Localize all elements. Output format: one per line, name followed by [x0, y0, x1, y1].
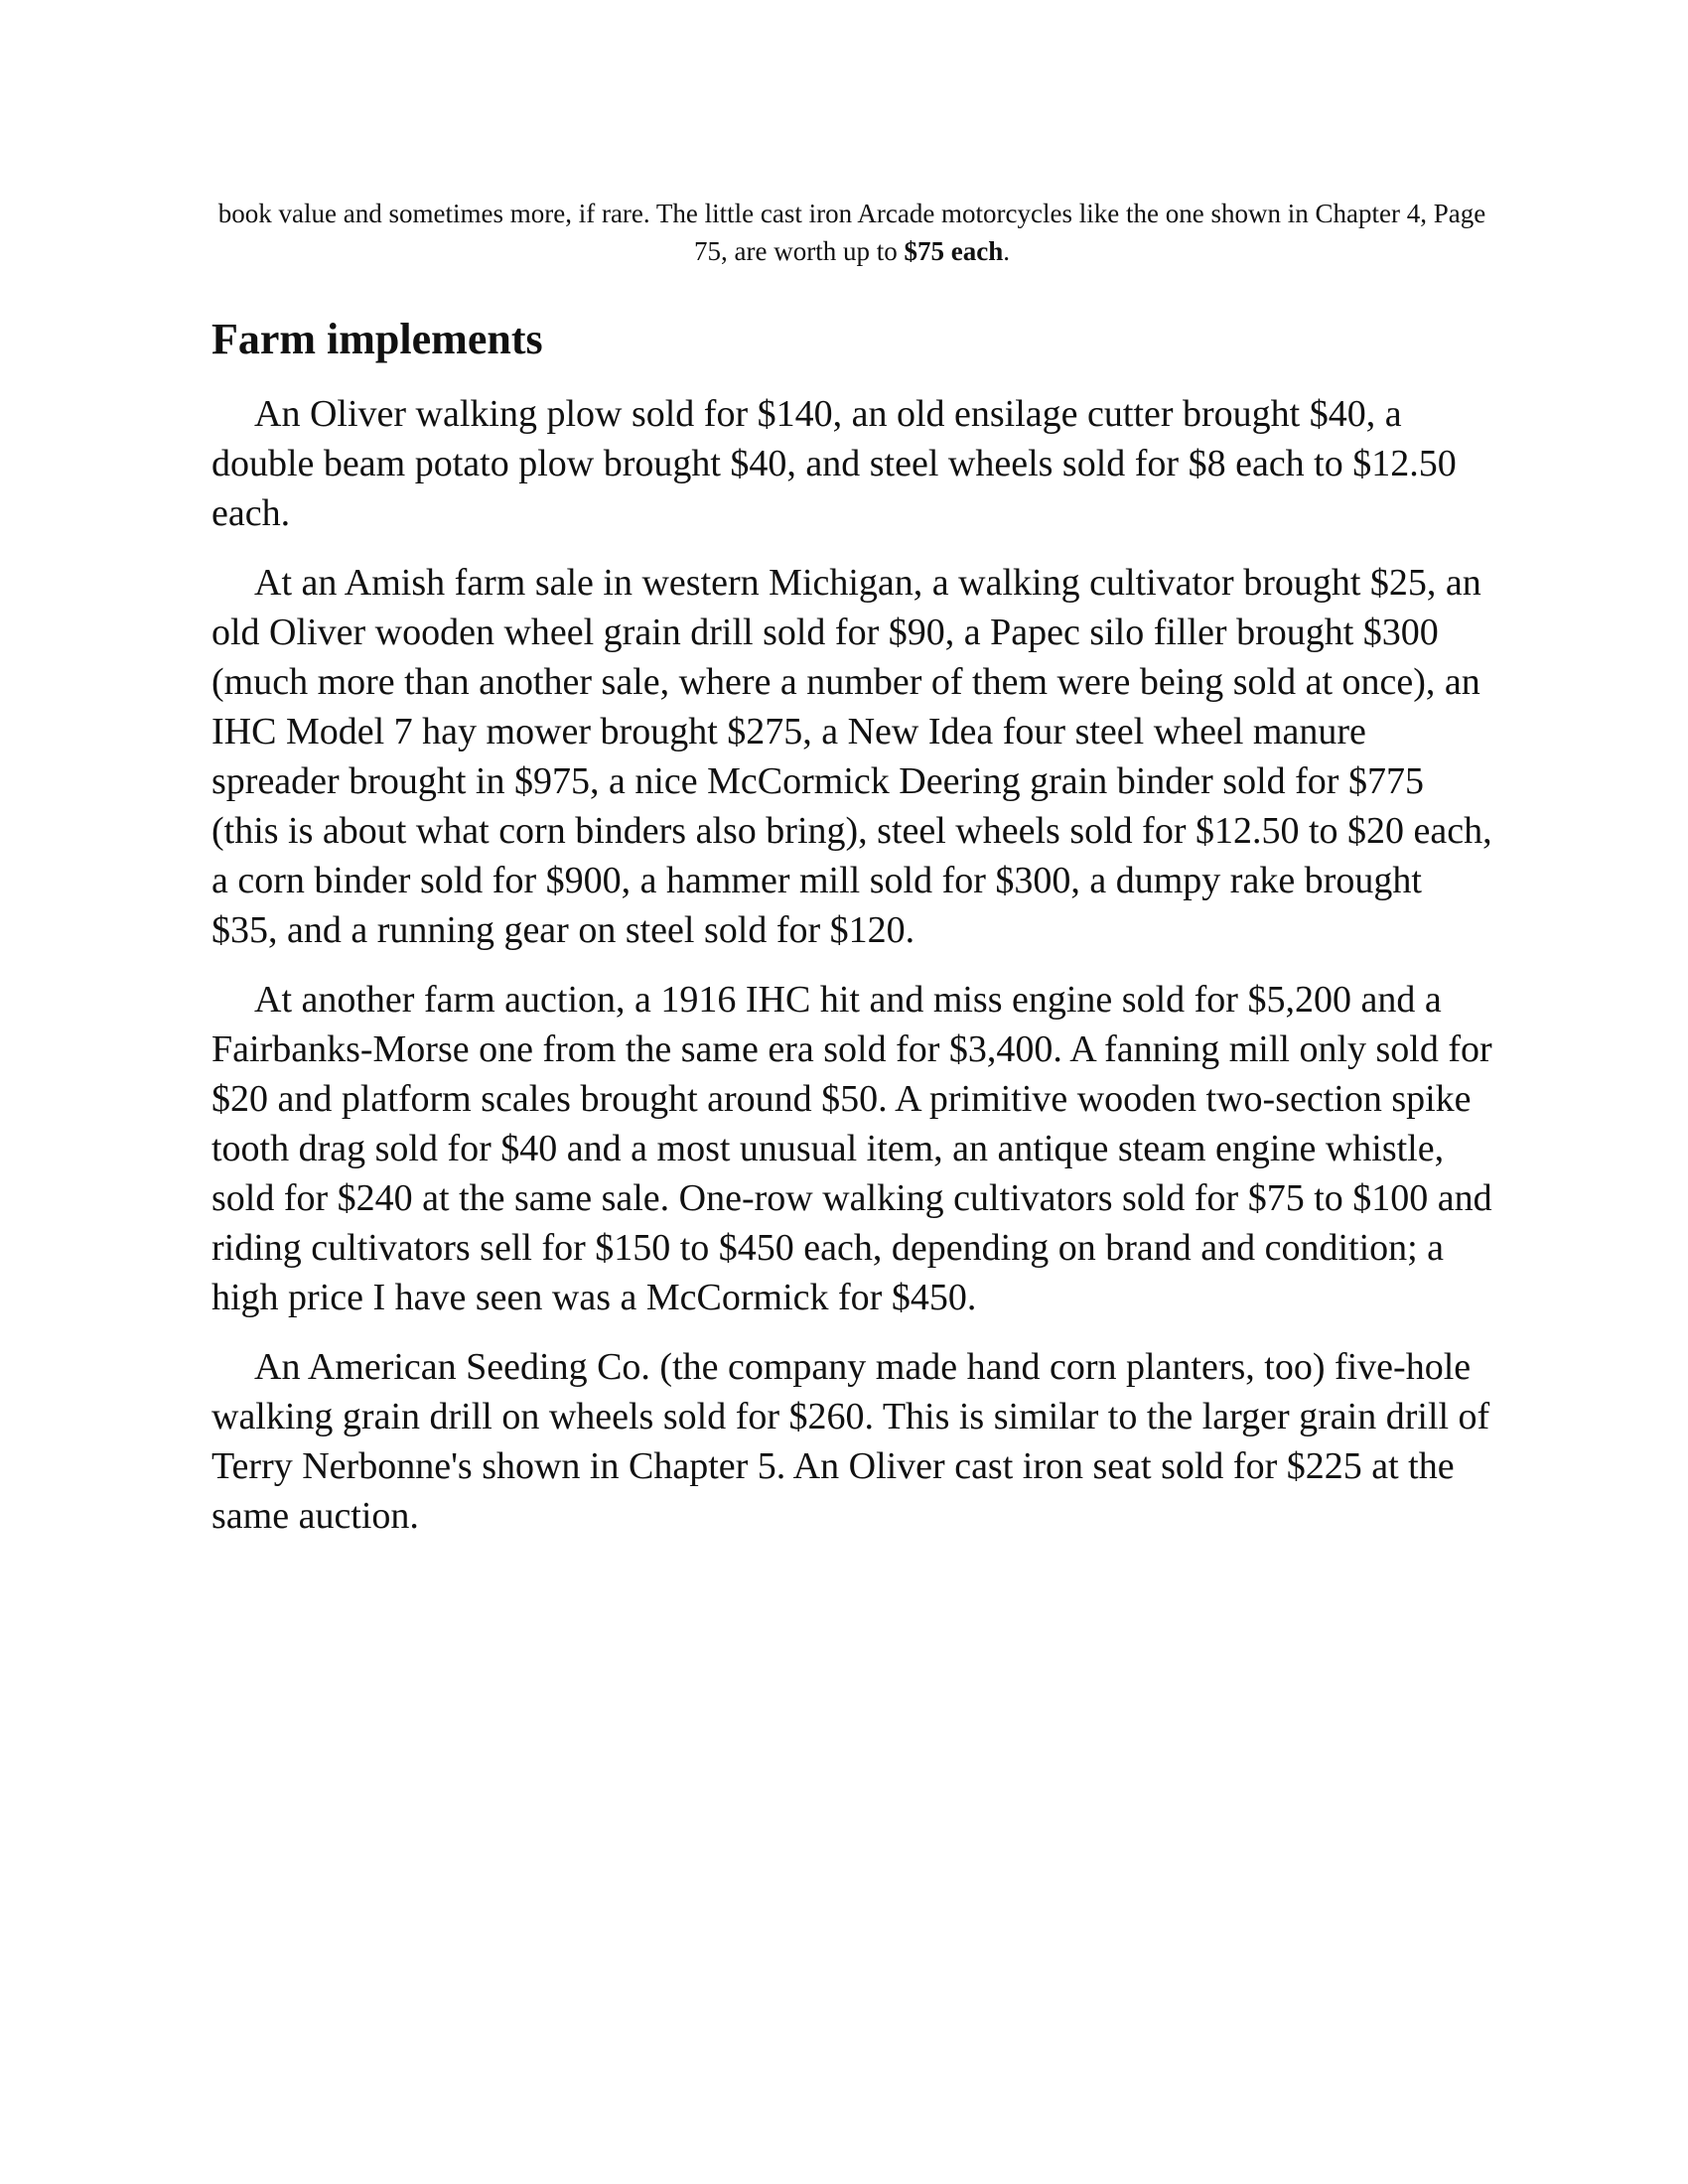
document-page [211, 195, 1492, 1561]
body-paragraph-2: At an Amish farm sale in western Michigan, a walking cultivator brought $25, an old Oliver wooden wheel grain drill sold for $90, a Papec silo filler brought $300 (much more than another sale, where a number of them were being sold at once), an IHC Model 7 hay mower brought $275, a New Idea four steel wheel manure spreader brought in $975, a nice McCormick Deering grain binder sold for $775 (this is about what corn binders also bring), steel wheels sold for $12.50 to $20 each, a corn binder sold for $900, a hammer mill sold for $300, a dumpy rake brought $35, and a running gear on steel sold for $120. [211, 562, 1492, 951]
section-heading: Farm implements [211, 315, 543, 363]
body-paragraph-4: An American Seeding Co. (the company made hand corn planters, too) five-hole walking grain drill on wheels sold for $260. This is similar to the larger grain drill of Terry Nerbonne's shown in Chapter 5. An Oliver cast iron seat sold for $225 at the same auction. [211, 1346, 1490, 1537]
body-paragraph-3: At another farm auction, a 1916 IHC hit and miss engine sold for $5,200 and a Fairbanks-Morse one from the same era sold for $3,400. A fanning mill only sold for $20 and platform scales brought around $50. A primitive wooden two-section spike tooth drag sold for $40 and a most unusual item, an antique steam engine whistle, sold for $240 at the same sale. One-row walking cultivators sold for $75 to $100 and riding cultivators sell for $150 to $450 each, depending on brand and condition; a high price I have seen was a McCormick for $450. [211, 979, 1492, 1318]
intro-end-text: . [1003, 236, 1010, 266]
intro-bold-price: $75 each [904, 236, 1004, 266]
body-paragraph-1: An Oliver walking plow sold for $140, an old ensilage cutter brought $40, a double beam potato plow brought $40, and steel wheels sold for $8 each to $12.50 each. [211, 393, 1457, 534]
intro-text: book value and sometimes more, if rare. The little cast iron Arcade motorcycles like the one shown in Chapter 4, Page 75, are worth up to [217, 199, 1486, 266]
intro-paragraph [211, 195, 1492, 270]
